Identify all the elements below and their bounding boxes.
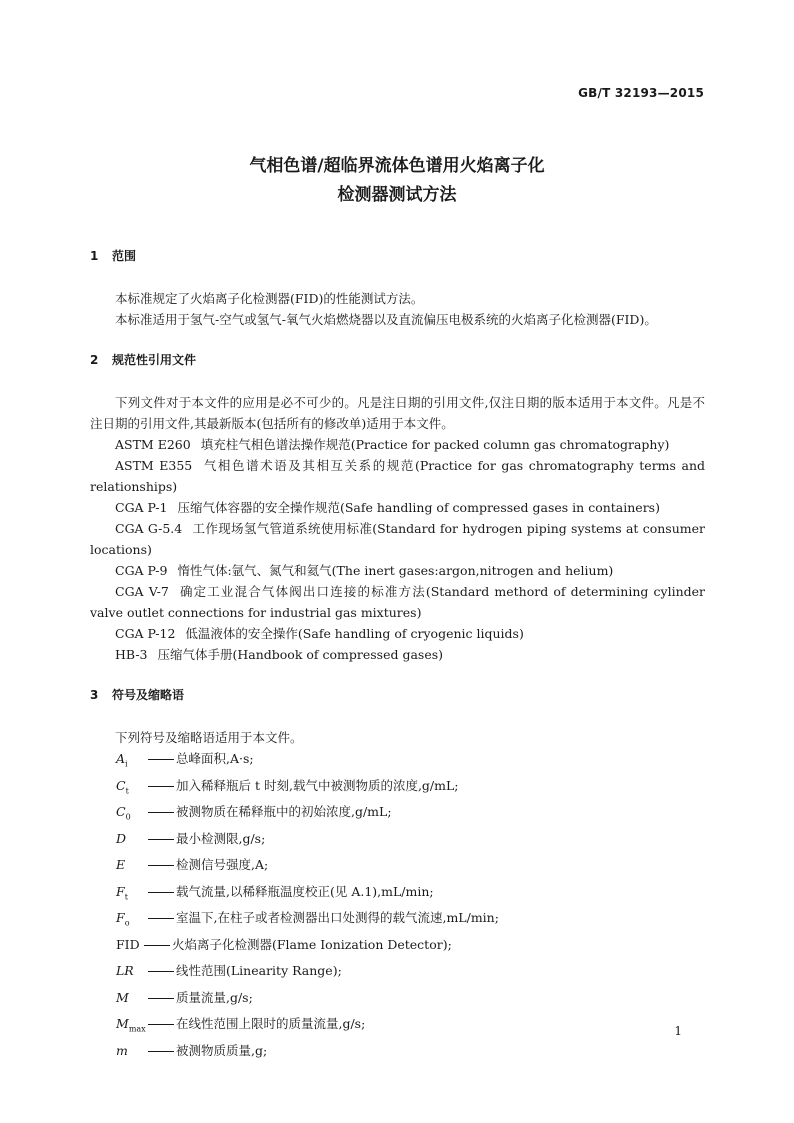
dash-separator [148, 1024, 174, 1025]
symbol-description: 最小检测限,g/s; [176, 830, 266, 846]
reference-code: CGA G-5.4 [115, 521, 183, 536]
reference-code: ASTM E260 [115, 437, 191, 452]
reference-code: ASTM E355 [115, 458, 193, 473]
section-2-heading [90, 350, 705, 371]
reference-item [90, 497, 705, 518]
reference-code: CGA V-7 [115, 584, 169, 599]
reference-item [90, 518, 705, 560]
reference-text: 低温液体的安全操作(Safe handling of cryogenic liquids) [185, 626, 524, 641]
symbol-row [90, 775, 705, 802]
reference-text: 气相色谱术语及其相互关系的规范(Practice for gas chromatography terms and relationships) [90, 458, 705, 494]
section-1-heading [90, 246, 705, 267]
dash-separator [148, 998, 174, 999]
symbol-row [90, 1013, 705, 1040]
section-2-title: 规范性引用文件 [112, 353, 197, 367]
dash-separator [148, 839, 174, 840]
symbol-description: 火焰离子化检测器(Flame Ionization Detector); [172, 936, 452, 952]
reference-item [90, 434, 705, 455]
title-line-2: 检测器测试方法 [337, 185, 457, 205]
symbol-description: 载气流量,以稀释瓶温度校正(见 A.1),mL/min; [176, 883, 434, 899]
reference-code: CGA P-12 [115, 626, 176, 641]
dash-separator [148, 1051, 174, 1052]
dash-separator [148, 865, 174, 866]
dash-separator [148, 759, 174, 760]
symbol-row [90, 987, 705, 1014]
symbol-row [90, 1040, 705, 1067]
symbol: LR [116, 963, 134, 978]
symbol: E [116, 857, 126, 872]
symbol: $C_0$ [116, 804, 131, 822]
document-title [0, 152, 794, 210]
symbol-description: 室温下,在柱子或者检测器出口处测得的载气流速,mL/min; [176, 910, 499, 925]
reference-code: HB-3 [115, 647, 148, 662]
section-1-number: 1 [90, 249, 99, 263]
reference-code: CGA P-9 [115, 563, 168, 578]
reference-code: CGA P-1 [115, 500, 168, 515]
dash-separator [148, 892, 174, 893]
reference-text: 确定工业混合气体阀出口连接的标准方法(Standard methord of determining cylinder valve outlet connections for industrial gas mixtures) [90, 584, 705, 620]
page-number: 1 [674, 1024, 682, 1038]
section-1-paragraph: 本标准规定了火焰离子化检测器(FID)的性能测试方法。 [115, 291, 424, 306]
symbol: $M_{max}$ [116, 1016, 146, 1034]
reference-item [90, 455, 705, 497]
symbol-description: 被测物质质量,g; [176, 1042, 268, 1058]
symbol-description: 在线性范围上限时的质量流量,g/s; [176, 1016, 366, 1031]
section-3-heading [90, 685, 705, 706]
symbol-row [90, 801, 705, 828]
symbol-row [90, 960, 705, 987]
symbol-row [90, 748, 705, 775]
symbol: m [116, 1042, 128, 1058]
symbol: FID [116, 936, 140, 952]
symbol: $F_o$ [116, 910, 130, 928]
symbol-description: 质量流量,g/s; [176, 989, 253, 1005]
section-3-title: 符号及缩略语 [112, 688, 185, 702]
reference-text: 压缩气体容器的安全操作规范(Safe handling of compressed gases in containers) [177, 500, 660, 515]
reference-text: 压缩气体手册(Handbook of compressed gases) [157, 647, 444, 662]
symbol-description: 检测信号强度,A; [176, 857, 269, 872]
symbol: D [116, 830, 127, 846]
section-1-title: 范围 [112, 249, 137, 263]
symbol-row [90, 828, 705, 855]
dash-separator [148, 971, 174, 972]
reference-text: 工作现场氢气管道系统使用标准(Standard for hydrogen piping systems at consumer locations) [90, 521, 705, 557]
section-3-number: 3 [90, 688, 99, 702]
reference-text: 填充柱气相色谱法操作规范(Practice for packed column gas chromatography) [200, 437, 670, 452]
dash-separator [148, 786, 174, 787]
symbol: $A_i$ [116, 751, 128, 769]
symbol-row [90, 854, 705, 881]
symbol: M [116, 989, 129, 1005]
section-3-intro: 下列符号及缩略语适用于本文件。 [115, 730, 303, 745]
reference-item [90, 644, 705, 665]
dash-separator [148, 812, 174, 813]
symbol: $F_t$ [116, 883, 128, 901]
reference-item [90, 560, 705, 581]
reference-item [90, 581, 705, 623]
symbol-row [90, 934, 705, 961]
section-2-intro: 下列文件对于本文件的应用是必不可少的。凡是注日期的引用文件,仅注日期的版本适用于本文件。凡是不注日期的引用文件,其最新版本(包括所有的修改单)适用于本文件。 [90, 395, 705, 431]
title-line-1: 气相色谱/超临界流体色谱用火焰离子化 [249, 156, 545, 176]
symbol-row [90, 907, 705, 934]
symbol-description: 总峰面积,A·s; [176, 751, 254, 766]
section-2-number: 2 [90, 353, 99, 367]
reference-text: 惰性气体:氩气、氮气和氦气(The inert gases:argon,nitrogen and helium) [177, 563, 614, 578]
symbol-description: 加入稀释瓶后 t 时刻,载气中被测物质的浓度,g/mL; [176, 777, 459, 793]
dash-separator [148, 918, 174, 919]
symbol-description: 被测物质在稀释瓶中的初始浓度,g/mL; [176, 804, 392, 819]
symbol-description: 线性范围(Linearity Range); [176, 963, 342, 978]
standard-number: GB/T 32193—2015 [578, 86, 704, 100]
document-body [90, 246, 705, 1066]
symbol: $C_t$ [116, 777, 129, 795]
section-1-paragraph: 本标准适用于氢气-空气或氢气-氧气火焰燃烧器以及直流偏压电极系统的火焰离子化检测器(FID)。 [115, 312, 657, 327]
reference-item [90, 623, 705, 644]
symbol-row [90, 881, 705, 908]
dash-separator [144, 945, 170, 946]
